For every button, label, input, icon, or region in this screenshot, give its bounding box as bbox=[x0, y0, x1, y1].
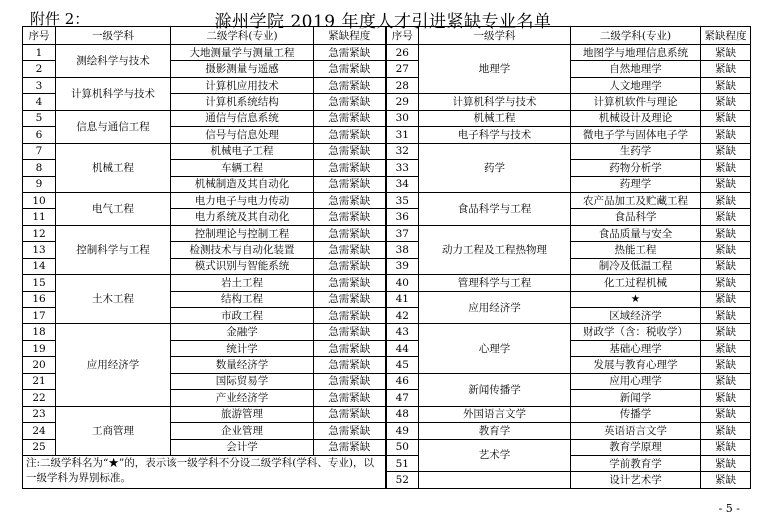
left-urgency-cell: 急需紧缺 bbox=[314, 225, 386, 241]
left-seq-cell: 22 bbox=[23, 390, 56, 406]
left-urgency-cell: 急需紧缺 bbox=[314, 390, 386, 406]
right-primary-cell: 动力工程及工程热物理 bbox=[419, 225, 571, 274]
right-seq-cell: 27 bbox=[386, 61, 419, 77]
right-urgency-cell: 紧缺 bbox=[701, 472, 751, 488]
right-seq-cell: 46 bbox=[386, 373, 419, 389]
right-secondary-cell: 药物分析学 bbox=[571, 160, 701, 176]
right-secondary-cell: 英语语言文学 bbox=[571, 423, 701, 439]
right-seq-cell: 31 bbox=[386, 127, 419, 143]
left-secondary-cell: 检测技术与自动化装置 bbox=[171, 242, 314, 258]
right-secondary-cell: 农产品加工及贮藏工程 bbox=[571, 192, 701, 208]
right-urgency-cell: 紧缺 bbox=[701, 94, 751, 110]
right-secondary-cell: 微电子学与固体电子学 bbox=[571, 127, 701, 143]
left-urgency-header: 紧缺程度 bbox=[314, 27, 386, 45]
right-seq-cell: 44 bbox=[386, 340, 419, 356]
header-row bbox=[23, 27, 751, 45]
right-primary-cell: 新闻传播学 bbox=[419, 373, 571, 406]
right-seq-cell: 48 bbox=[386, 406, 419, 422]
left-urgency-cell: 急需紧缺 bbox=[314, 406, 386, 422]
right-secondary-cell: 药理学 bbox=[571, 176, 701, 192]
right-seq-cell: 49 bbox=[386, 423, 419, 439]
table-row bbox=[23, 225, 751, 241]
left-secondary-cell: 通信与信息系统 bbox=[171, 110, 314, 126]
left-seq-cell: 3 bbox=[23, 77, 56, 93]
right-primary-header: 一级学科 bbox=[419, 27, 571, 45]
left-secondary-cell: 企业管理 bbox=[171, 423, 314, 439]
right-secondary-cell: 基础心理学 bbox=[571, 340, 701, 356]
right-seq-cell: 32 bbox=[386, 143, 419, 159]
left-secondary-cell: 结构工程 bbox=[171, 291, 314, 307]
left-seq-cell: 25 bbox=[23, 439, 56, 455]
right-seq-cell: 52 bbox=[386, 472, 419, 488]
right-secondary-header: 二级学科(专业) bbox=[571, 27, 701, 45]
left-urgency-cell: 急需紧缺 bbox=[314, 308, 386, 324]
right-seq-cell: 29 bbox=[386, 94, 419, 110]
left-primary-cell: 计算机科学与技术 bbox=[56, 77, 171, 110]
left-seq-cell: 7 bbox=[23, 143, 56, 159]
left-secondary-cell: 机械制造及其自动化 bbox=[171, 176, 314, 192]
left-urgency-cell: 急需紧缺 bbox=[314, 423, 386, 439]
left-seq-cell: 9 bbox=[23, 176, 56, 192]
left-urgency-cell: 急需紧缺 bbox=[314, 324, 386, 340]
left-seq-cell: 1 bbox=[23, 45, 56, 61]
left-primary-cell: 工商管理 bbox=[56, 406, 171, 455]
right-urgency-cell: 紧缺 bbox=[701, 61, 751, 77]
right-primary-cell: 机械工程 bbox=[419, 110, 571, 126]
left-seq-cell: 14 bbox=[23, 258, 56, 274]
right-secondary-cell: 食品科学 bbox=[571, 209, 701, 225]
left-seq-cell: 10 bbox=[23, 192, 56, 208]
left-secondary-cell: 产业经济学 bbox=[171, 390, 314, 406]
right-urgency-cell: 紧缺 bbox=[701, 455, 751, 471]
right-primary-cell: 应用经济学 bbox=[419, 291, 571, 324]
right-urgency-cell: 紧缺 bbox=[701, 291, 751, 307]
left-seq-cell: 21 bbox=[23, 373, 56, 389]
right-primary-cell: 艺术学 bbox=[419, 439, 571, 472]
left-primary-cell: 机械工程 bbox=[56, 143, 171, 192]
table-row bbox=[23, 77, 751, 93]
right-secondary-cell: 自然地理学 bbox=[571, 61, 701, 77]
right-urgency-cell: 紧缺 bbox=[701, 225, 751, 241]
right-secondary-cell: 教育学原理 bbox=[571, 439, 701, 455]
right-seq-cell: 28 bbox=[386, 77, 419, 93]
right-seq-cell: 35 bbox=[386, 192, 419, 208]
right-primary-cell: 食品科学与工程 bbox=[419, 192, 571, 225]
right-secondary-cell: 新闻学 bbox=[571, 390, 701, 406]
table-row bbox=[23, 45, 751, 61]
right-secondary-cell: 发展与教育心理学 bbox=[571, 357, 701, 373]
right-seq-cell: 26 bbox=[386, 45, 419, 61]
left-seq-cell: 11 bbox=[23, 209, 56, 225]
right-urgency-cell: 紧缺 bbox=[701, 373, 751, 389]
shortage-table bbox=[22, 26, 751, 489]
right-secondary-cell: 热能工程 bbox=[571, 242, 701, 258]
left-urgency-cell: 急需紧缺 bbox=[314, 94, 386, 110]
right-urgency-cell: 紧缺 bbox=[701, 77, 751, 93]
right-secondary-cell: 食品质量与安全 bbox=[571, 225, 701, 241]
right-seq-cell: 38 bbox=[386, 242, 419, 258]
left-seq-cell: 24 bbox=[23, 423, 56, 439]
left-seq-cell: 6 bbox=[23, 127, 56, 143]
left-secondary-cell: 岩土工程 bbox=[171, 275, 314, 291]
right-urgency-cell: 紧缺 bbox=[701, 127, 751, 143]
right-urgency-cell: 紧缺 bbox=[701, 258, 751, 274]
left-seq-cell: 18 bbox=[23, 324, 56, 340]
right-urgency-cell: 紧缺 bbox=[701, 406, 751, 422]
right-primary-cell bbox=[419, 472, 571, 488]
left-urgency-cell: 急需紧缺 bbox=[314, 45, 386, 61]
right-urgency-cell: 紧缺 bbox=[701, 176, 751, 192]
left-secondary-cell: 旅游管理 bbox=[171, 406, 314, 422]
left-secondary-cell: 国际贸易学 bbox=[171, 373, 314, 389]
left-secondary-header: 二级学科(专业) bbox=[171, 27, 314, 45]
right-urgency-cell: 紧缺 bbox=[701, 439, 751, 455]
left-seq-cell: 4 bbox=[23, 94, 56, 110]
right-secondary-cell: 应用心理学 bbox=[571, 373, 701, 389]
left-urgency-cell: 急需紧缺 bbox=[314, 143, 386, 159]
left-primary-header: 一级学科 bbox=[56, 27, 171, 45]
right-urgency-cell: 紧缺 bbox=[701, 110, 751, 126]
page-number: - 5 - bbox=[718, 502, 740, 515]
right-seq-cell: 30 bbox=[386, 110, 419, 126]
left-primary-cell: 电气工程 bbox=[56, 192, 171, 225]
left-urgency-cell: 急需紧缺 bbox=[314, 439, 386, 455]
right-urgency-cell: 紧缺 bbox=[701, 209, 751, 225]
left-urgency-cell: 急需紧缺 bbox=[314, 291, 386, 307]
right-primary-cell: 药学 bbox=[419, 143, 571, 192]
left-secondary-cell: 计算机应用技术 bbox=[171, 77, 314, 93]
document-title: 滁州学院 2019 年度人才引进紧缺专业名单 bbox=[214, 12, 552, 32]
left-secondary-cell: 摄影测量与遥感 bbox=[171, 61, 314, 77]
right-secondary-cell: 人文地理学 bbox=[571, 77, 701, 93]
right-seq-cell: 42 bbox=[386, 308, 419, 324]
right-secondary-cell: 计算机软件与理论 bbox=[571, 94, 701, 110]
left-seq-cell: 20 bbox=[23, 357, 56, 373]
left-primary-cell: 信息与通信工程 bbox=[56, 110, 171, 143]
right-urgency-cell: 紧缺 bbox=[701, 357, 751, 373]
attachment-label: 附件 2： bbox=[30, 10, 90, 28]
left-secondary-cell: 机械电子工程 bbox=[171, 143, 314, 159]
table-row bbox=[23, 143, 751, 159]
left-urgency-cell: 急需紧缺 bbox=[314, 209, 386, 225]
right-primary-cell: 电子科学与技术 bbox=[419, 127, 571, 143]
left-secondary-cell: 模式识别与智能系统 bbox=[171, 258, 314, 274]
left-seq-cell: 8 bbox=[23, 160, 56, 176]
left-seq-cell: 12 bbox=[23, 225, 56, 241]
left-urgency-cell: 急需紧缺 bbox=[314, 110, 386, 126]
table-row bbox=[23, 110, 751, 126]
right-seq-cell: 43 bbox=[386, 324, 419, 340]
right-seq-cell: 33 bbox=[386, 160, 419, 176]
left-secondary-cell: 计算机系统结构 bbox=[171, 94, 314, 110]
left-primary-cell: 控制科学与工程 bbox=[56, 225, 171, 274]
right-urgency-cell: 紧缺 bbox=[701, 192, 751, 208]
right-secondary-cell: 化工过程机械 bbox=[571, 275, 701, 291]
left-seq-cell: 16 bbox=[23, 291, 56, 307]
right-primary-cell: 外国语言文学 bbox=[419, 406, 571, 422]
right-secondary-cell: 财政学（含：税收学） bbox=[571, 324, 701, 340]
right-secondary-cell: 学前教育学 bbox=[571, 455, 701, 471]
left-seq-cell: 15 bbox=[23, 275, 56, 291]
left-secondary-cell: 电力电子与电力传动 bbox=[171, 192, 314, 208]
table-row bbox=[23, 406, 751, 422]
right-urgency-cell: 紧缺 bbox=[701, 390, 751, 406]
left-urgency-cell: 急需紧缺 bbox=[314, 340, 386, 356]
left-seq-header: 序号 bbox=[23, 27, 56, 45]
left-urgency-cell: 急需紧缺 bbox=[314, 77, 386, 93]
left-secondary-cell: 市政工程 bbox=[171, 308, 314, 324]
right-urgency-cell: 紧缺 bbox=[701, 160, 751, 176]
left-seq-cell: 5 bbox=[23, 110, 56, 126]
footnote: 注:二级学科名为“★”的，表示该一级学科不分设二级学科(学科、专业)，以一级学科为界别标准。 bbox=[23, 455, 386, 488]
left-urgency-cell: 急需紧缺 bbox=[314, 242, 386, 258]
left-urgency-cell: 急需紧缺 bbox=[314, 373, 386, 389]
left-primary-cell: 应用经济学 bbox=[56, 324, 171, 406]
right-primary-cell: 地理学 bbox=[419, 45, 571, 94]
right-secondary-cell: 区域经济学 bbox=[571, 308, 701, 324]
left-primary-cell: 测绘科学与技术 bbox=[56, 45, 171, 78]
right-seq-cell: 37 bbox=[386, 225, 419, 241]
left-primary-cell: 土木工程 bbox=[56, 275, 171, 324]
right-primary-cell: 管理科学与工程 bbox=[419, 275, 571, 291]
right-secondary-cell: 设计艺术学 bbox=[571, 472, 701, 488]
right-primary-cell: 教育学 bbox=[419, 423, 571, 439]
left-seq-cell: 19 bbox=[23, 340, 56, 356]
left-seq-cell: 2 bbox=[23, 61, 56, 77]
left-secondary-cell: 数量经济学 bbox=[171, 357, 314, 373]
left-secondary-cell: 电力系统及其自动化 bbox=[171, 209, 314, 225]
right-seq-cell: 40 bbox=[386, 275, 419, 291]
right-seq-cell: 47 bbox=[386, 390, 419, 406]
right-urgency-cell: 紧缺 bbox=[701, 340, 751, 356]
right-seq-header: 序号 bbox=[386, 27, 419, 45]
right-secondary-cell: ★ bbox=[571, 291, 701, 307]
right-secondary-cell: 传播学 bbox=[571, 406, 701, 422]
left-secondary-cell: 大地测量学与测量工程 bbox=[171, 45, 314, 61]
left-secondary-cell: 信号与信息处理 bbox=[171, 127, 314, 143]
right-secondary-cell: 制冷及低温工程 bbox=[571, 258, 701, 274]
left-seq-cell: 23 bbox=[23, 406, 56, 422]
right-urgency-cell: 紧缺 bbox=[701, 275, 751, 291]
left-secondary-cell: 统计学 bbox=[171, 340, 314, 356]
left-seq-cell: 13 bbox=[23, 242, 56, 258]
left-secondary-cell: 控制理论与控制工程 bbox=[171, 225, 314, 241]
left-secondary-cell: 车辆工程 bbox=[171, 160, 314, 176]
right-seq-cell: 50 bbox=[386, 439, 419, 455]
right-secondary-cell: 生药学 bbox=[571, 143, 701, 159]
left-urgency-cell: 急需紧缺 bbox=[314, 176, 386, 192]
left-urgency-cell: 急需紧缺 bbox=[314, 357, 386, 373]
table-row bbox=[23, 455, 751, 471]
right-urgency-header: 紧缺程度 bbox=[701, 27, 751, 45]
right-urgency-cell: 紧缺 bbox=[701, 308, 751, 324]
left-urgency-cell: 急需紧缺 bbox=[314, 192, 386, 208]
right-urgency-cell: 紧缺 bbox=[701, 242, 751, 258]
left-urgency-cell: 急需紧缺 bbox=[314, 61, 386, 77]
left-urgency-cell: 急需紧缺 bbox=[314, 160, 386, 176]
right-seq-cell: 45 bbox=[386, 357, 419, 373]
right-seq-cell: 34 bbox=[386, 176, 419, 192]
right-primary-cell: 计算机科学与技术 bbox=[419, 94, 571, 110]
table-row bbox=[23, 275, 751, 291]
right-seq-cell: 36 bbox=[386, 209, 419, 225]
right-urgency-cell: 紧缺 bbox=[701, 423, 751, 439]
left-secondary-cell: 金融学 bbox=[171, 324, 314, 340]
right-urgency-cell: 紧缺 bbox=[701, 143, 751, 159]
right-seq-cell: 51 bbox=[386, 455, 419, 471]
left-secondary-cell: 会计学 bbox=[171, 439, 314, 455]
left-seq-cell: 17 bbox=[23, 308, 56, 324]
right-seq-cell: 41 bbox=[386, 291, 419, 307]
right-secondary-cell: 地图学与地理信息系统 bbox=[571, 45, 701, 61]
right-secondary-cell: 机械设计及理论 bbox=[571, 110, 701, 126]
right-urgency-cell: 紧缺 bbox=[701, 45, 751, 61]
right-primary-cell: 心理学 bbox=[419, 324, 571, 373]
left-urgency-cell: 急需紧缺 bbox=[314, 127, 386, 143]
left-urgency-cell: 急需紧缺 bbox=[314, 258, 386, 274]
right-urgency-cell: 紧缺 bbox=[701, 324, 751, 340]
table-row bbox=[23, 192, 751, 208]
table-row bbox=[23, 324, 751, 340]
left-urgency-cell: 急需紧缺 bbox=[314, 275, 386, 291]
right-seq-cell: 39 bbox=[386, 258, 419, 274]
